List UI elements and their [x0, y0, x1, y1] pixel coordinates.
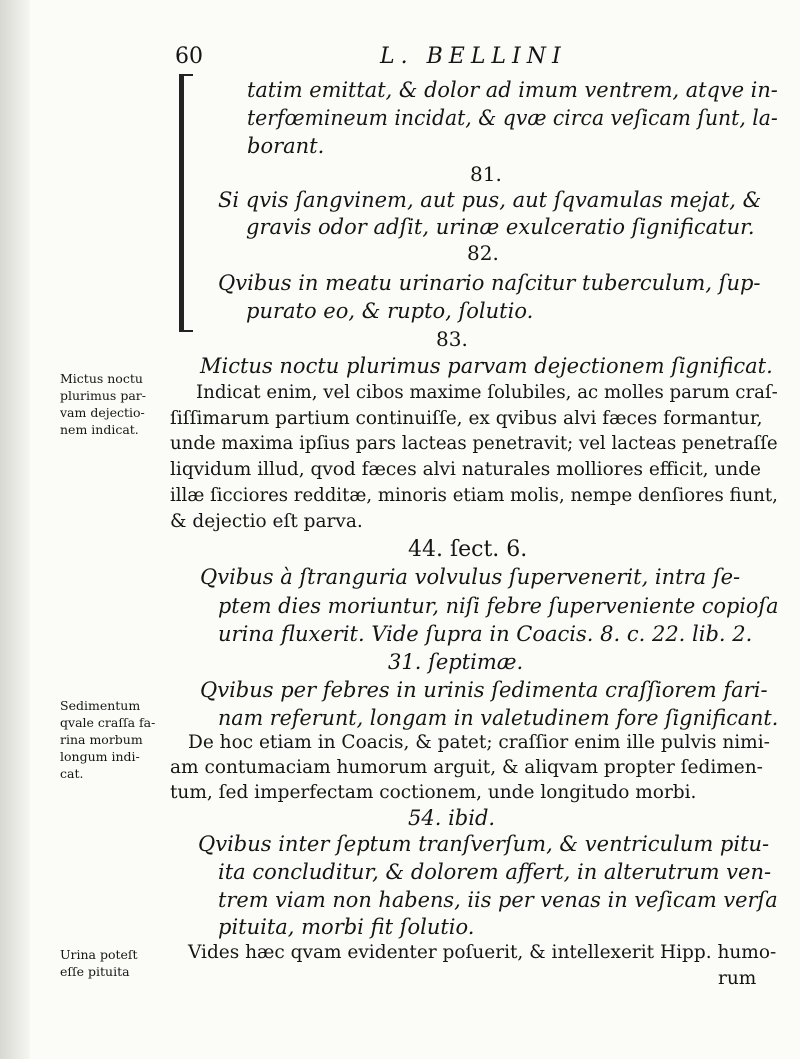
section-heading: 54. ibid.: [408, 806, 496, 830]
catchword: rum: [718, 968, 757, 989]
margin-note: Mictus noctu plurimus par- vam dejectio- nem indicat.: [60, 371, 146, 437]
text-line: & dejectio eſt parva.: [170, 511, 363, 532]
text-line: Indicat enim, vel cibos maxime ſolubiles, ac molles parum craſ-: [196, 382, 778, 403]
text-line: tum, ſed imperfectam coctionem, unde longitudo morbi.: [170, 782, 697, 803]
text-line: nam referunt, longam in valetudinem fore ſignificant.: [218, 706, 779, 730]
margin-note: Urina poteſt eſſe pituita: [60, 947, 138, 979]
text-line: trem viam non habens, iis per venas in veſicam verſa: [218, 888, 778, 912]
text-line: Vides hæc qvam evidenter poſuerit, & intellexerit Hipp. humo-: [188, 942, 777, 963]
text-line: ptem dies moriuntur, niſi febre ſuperveniente copioſa: [218, 594, 779, 618]
text-line: terfœmineum incidat, & qvæ circa veſicam ſunt, la-: [247, 106, 778, 130]
text-line: Qvibus in meatu urinario naſcitur tuberculum, ſup-: [218, 271, 761, 295]
text-line: ſiſſimarum partium continuiſſe, ex qvibus alvi fæces formantur,: [170, 408, 763, 429]
text-line: liqvidum illud, qvod fæces alvi naturales molliores efficit, unde: [170, 459, 762, 480]
section-heading: 44. ſect. 6.: [408, 537, 528, 562]
text-line: purato eo, & rupto, ſolutio.: [246, 299, 534, 323]
text-line: gravis odor adſit, urinæ exulceratio ſignificatur.: [246, 215, 755, 239]
text-line: Mictus noctu plurimus parvam dejectionem ſignificat.: [200, 354, 773, 378]
margin-note: Sedimentum qvale craſſa fa- rina morbum longum indi- cat.: [60, 698, 156, 781]
page-number: 60: [175, 44, 203, 69]
aphorism-number: 83.: [436, 327, 468, 351]
margin-bracket-tick: [183, 74, 193, 76]
aphorism-number: 81.: [470, 162, 502, 186]
text-line: unde maxima ipſius pars lacteas penetravit; vel lacteas penetraſſe: [170, 433, 778, 454]
text-line: pituita, morbi fit ſolutio.: [218, 915, 475, 939]
text-line: borant.: [247, 134, 325, 158]
text-line: De hoc etiam in Coacis, & patet; craſſior enim ille pulvis nimi-: [188, 732, 770, 753]
text-line: Qvibus per febres in urinis ſedimenta craſſiorem fari-: [200, 678, 768, 702]
running-title: L. BELLINI: [380, 44, 567, 69]
text-line: illæ ſicciores redditæ, minoris etiam molis, nempe denſiores fiunt,: [170, 485, 778, 506]
text-line: urina fluxerit. Vide ſupra in Coacis. 8. c. 22. lib. 2.: [218, 622, 753, 646]
aphorism-number: 82.: [467, 241, 499, 265]
section-heading: 31. ſeptimæ.: [388, 650, 524, 674]
text-line: ita concluditur, & dolorem affert, in alterutrum ven-: [218, 860, 772, 884]
text-line: Qvibus à ſtranguria volvulus ſupervenerit, intra ſe-: [200, 565, 741, 589]
text-line: Qvibus inter ſeptum tranſverſum, & ventriculum pitu-: [198, 832, 770, 856]
margin-bracket-bar: [179, 74, 184, 332]
text-line: Si qvis ſangvinem, aut pus, aut ſqvamulas mejat, &: [218, 188, 762, 212]
text-line: am contumaciam humorum arguit, & aliqvam propter ſedimen-: [170, 757, 763, 778]
page-gutter-shadow: [0, 0, 30, 1059]
text-line: tatim emittat, & dolor ad imum ventrem, atqve in-: [247, 78, 778, 102]
margin-bracket-tick: [183, 330, 193, 332]
